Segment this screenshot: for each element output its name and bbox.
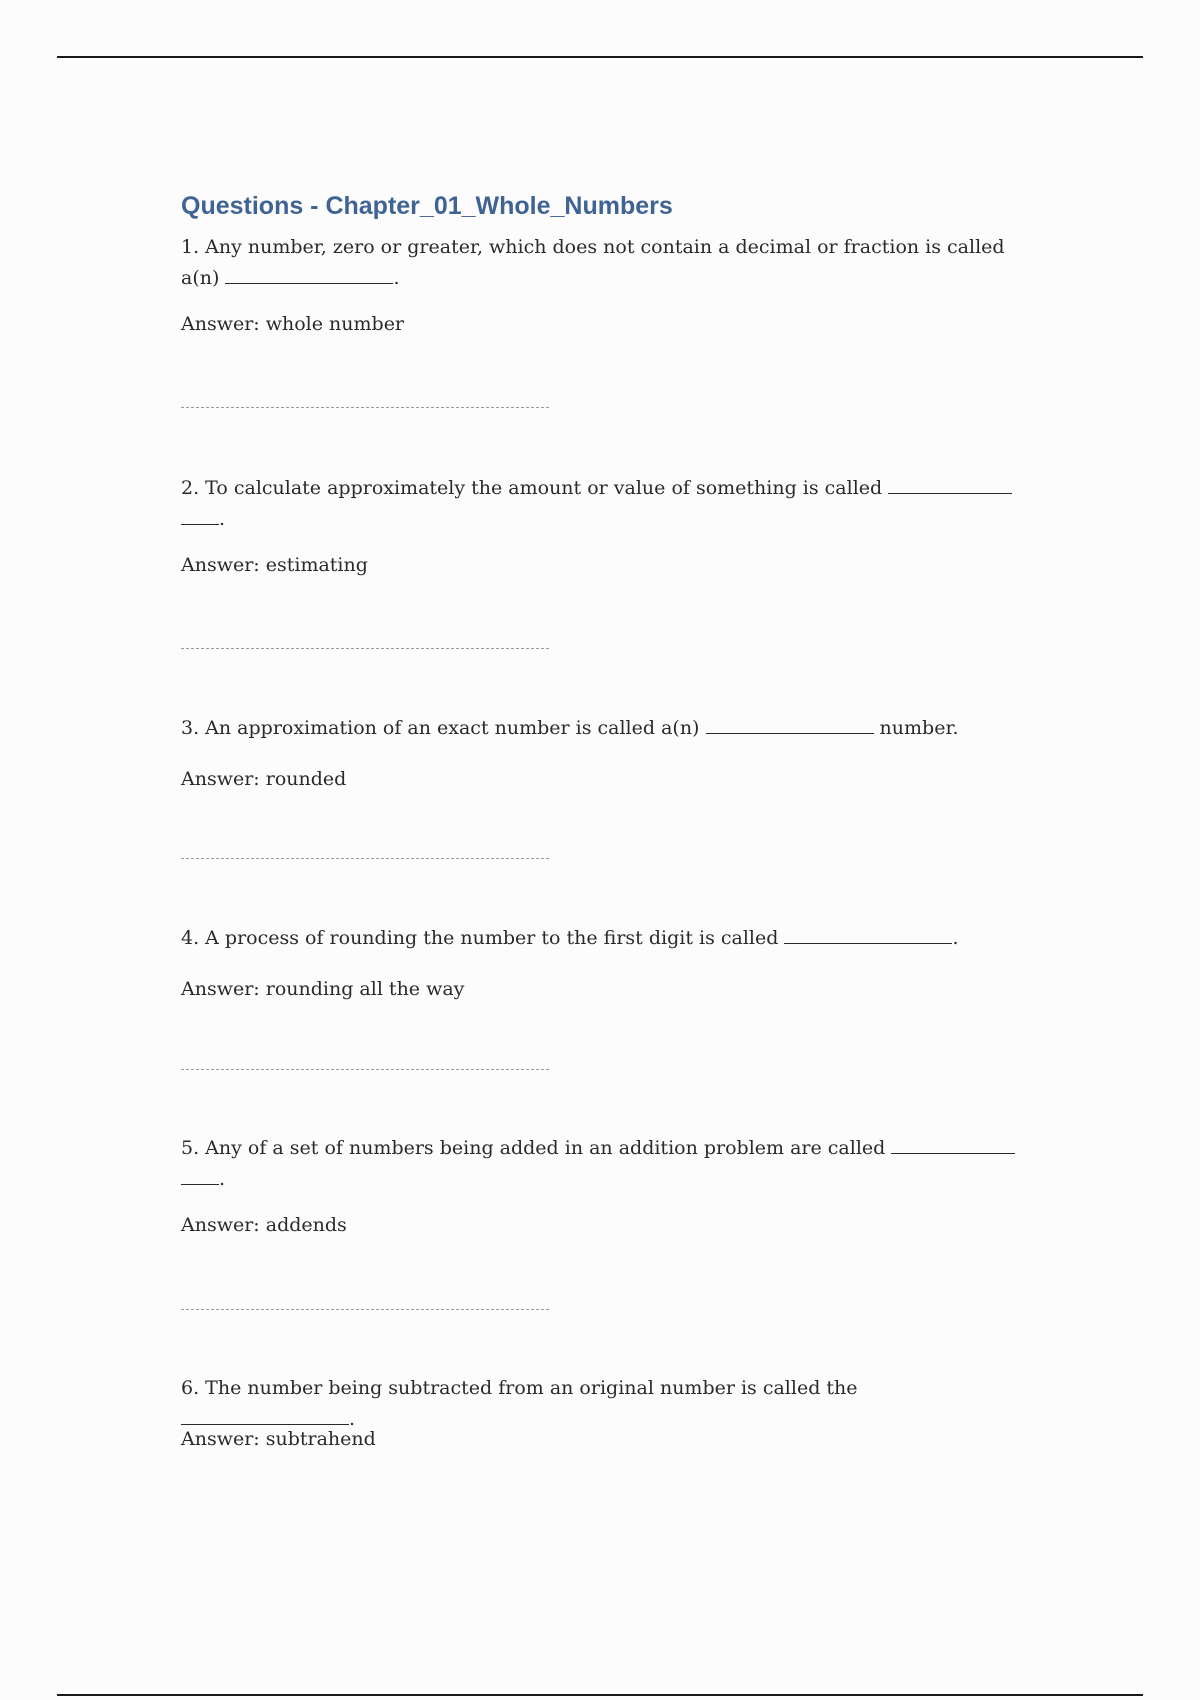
question-text: [181, 1133, 1021, 1195]
question-suffix: .: [219, 508, 226, 530]
question-suffix: .: [952, 927, 959, 949]
question-1: [181, 232, 1021, 335]
footer-rule: [57, 1694, 1143, 1696]
question-separator: [181, 648, 549, 649]
question-4: [181, 923, 1021, 1000]
question-prompt: 3. An approximation of an exact number is called a(n): [181, 717, 700, 739]
question-separator: [181, 1309, 549, 1310]
question-suffix: number.: [873, 717, 959, 739]
question-prompt: 4. A process of rounding the number to the first digit is called: [181, 927, 779, 949]
answer-blank: [706, 717, 874, 734]
question-text: [181, 473, 1021, 535]
answer-blank: [225, 267, 393, 284]
answer-text: Answer: estimating: [181, 554, 368, 576]
answer-blank: [181, 1408, 349, 1425]
answer-blank: [888, 477, 1012, 494]
answer-text: Answer: rounded: [181, 768, 347, 790]
question-text: [181, 713, 1021, 744]
question-3: [181, 713, 1021, 790]
answer-blank: [784, 927, 952, 944]
question-5: [181, 1133, 1021, 1236]
answer-text: Answer: subtrahend: [181, 1428, 376, 1450]
header-rule: [57, 56, 1143, 58]
answer-blank: [891, 1137, 1015, 1154]
question-suffix: .: [349, 1408, 356, 1430]
question-text: [181, 232, 1021, 294]
question-suffix: .: [219, 1168, 226, 1190]
answer-text: Answer: whole number: [181, 313, 405, 335]
question-text: [181, 923, 1021, 954]
question-6: [181, 1373, 1021, 1450]
question-prompt: 5. Any of a set of numbers being added in an addition problem are called: [181, 1137, 886, 1159]
question-prompt: 6. The number being subtracted from an original number is called the: [181, 1377, 858, 1399]
question-prompt: 1. Any number, zero or greater, which does not contain a decimal or fraction is called a(n): [181, 236, 1005, 289]
question-separator: [181, 858, 549, 859]
answer-blank-continued: [181, 508, 219, 525]
question-2: [181, 473, 1021, 576]
answer-blank-continued: [181, 1168, 219, 1185]
document-title: Questions - Chapter_01_Whole_Numbers: [181, 192, 673, 220]
question-separator: [181, 1069, 549, 1070]
answer-text: Answer: addends: [181, 1214, 347, 1236]
answer-text: Answer: rounding all the way: [181, 978, 465, 1000]
question-prompt: 2. To calculate approximately the amount or value of something is called: [181, 477, 883, 499]
question-suffix: .: [393, 267, 400, 289]
question-separator: [181, 407, 549, 408]
